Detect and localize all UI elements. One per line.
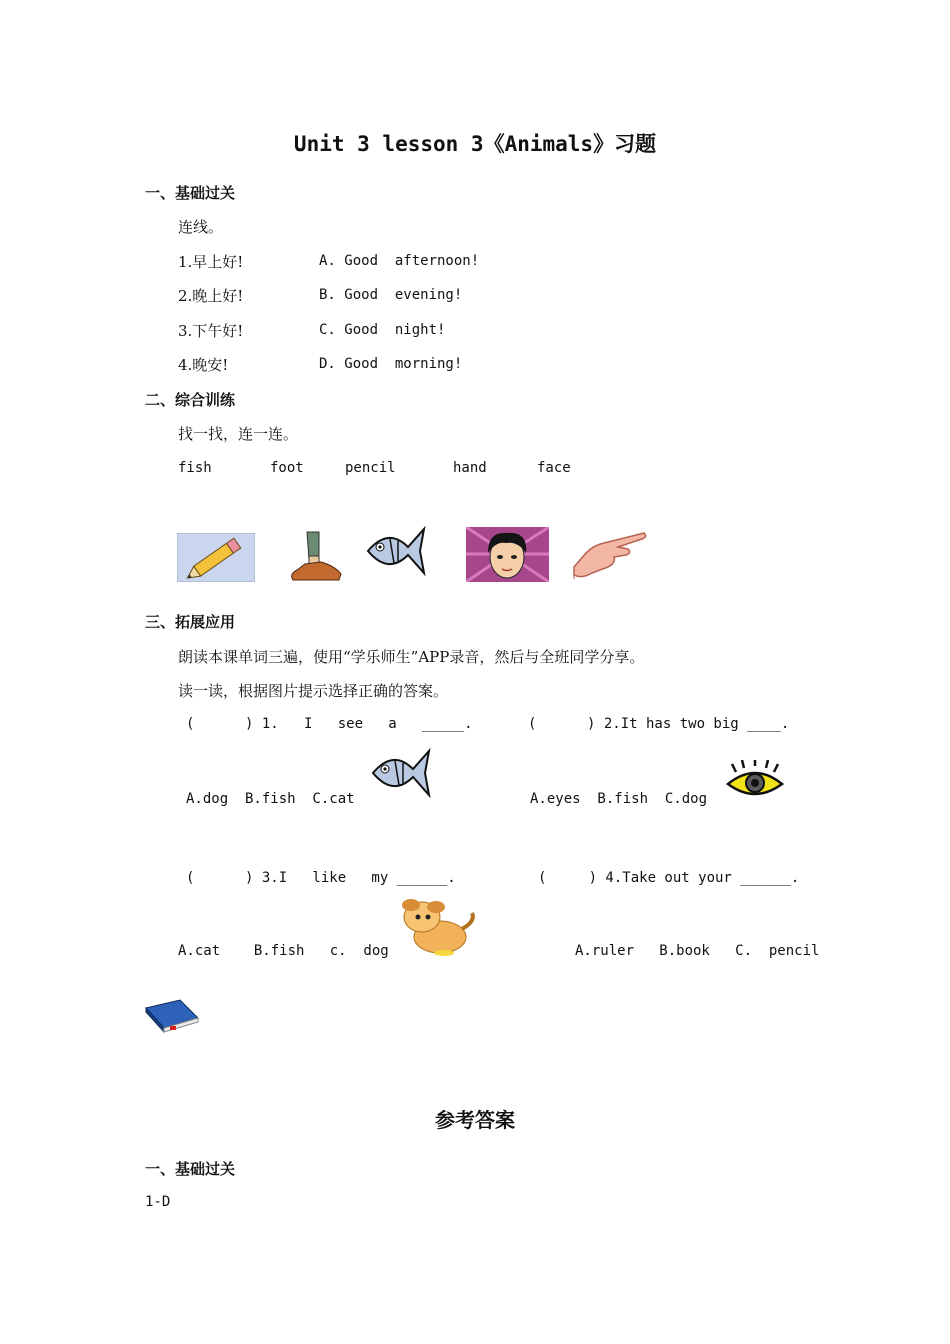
- question-1-stem: ( ) 1. I see a _____.: [186, 716, 473, 732]
- answers-title: 参考答案: [435, 1108, 515, 1132]
- section2-heading: 二、综合训练: [145, 391, 236, 409]
- question-3-stem: ( ) 3.I like my ______.: [186, 870, 456, 886]
- face-picture: [466, 527, 549, 582]
- section3-line2: 读一读，根据图片提示选择正确的答案。: [178, 682, 449, 700]
- page-title: Unit 3 lesson 3《Animals》习题: [293, 132, 657, 156]
- question-3-options: A.cat B.fish c. dog: [178, 943, 389, 959]
- word-fish: fish: [178, 460, 212, 476]
- dog-hint-picture: [398, 895, 478, 957]
- question-2-stem: ( ) 2.It has two big ____.: [528, 716, 790, 732]
- fish-picture: [364, 523, 426, 579]
- match-right-4: D. Good morning!: [319, 356, 463, 372]
- word-pencil: pencil: [345, 460, 396, 476]
- section1-instruction: 连线。: [178, 218, 224, 236]
- match-left-3: 3.下午好!: [178, 322, 244, 340]
- question-4-options: A.ruler B.book C. pencil: [575, 943, 820, 959]
- section3-heading: 三、拓展应用: [145, 613, 236, 631]
- match-right-3: C. Good night!: [319, 322, 446, 338]
- fish-hint-picture: [368, 745, 432, 801]
- question-2-options: A.eyes B.fish C.dog: [530, 791, 708, 807]
- answers-section1-heading: 一、基础过关: [145, 1160, 236, 1178]
- question-1-options: A.dog B.fish C.cat: [186, 791, 355, 807]
- match-right-2: B. Good evening!: [319, 287, 463, 303]
- hand-picture: [572, 527, 648, 581]
- section2-instruction: 找一找，连一连。: [178, 425, 299, 443]
- book-hint-picture: [144, 998, 200, 1034]
- match-left-2: 2.晚上好!: [178, 287, 244, 305]
- section3-line1: 朗读本课单词三遍，使用“学乐师生”APP录音，然后与全班同学分享。: [178, 648, 645, 666]
- match-left-1: 1.早上好!: [178, 253, 244, 271]
- word-foot: foot: [270, 460, 304, 476]
- question-4-stem: ( ) 4.Take out your ______.: [538, 870, 800, 886]
- word-hand: hand: [453, 460, 487, 476]
- match-right-1: A. Good afternoon!: [319, 253, 480, 269]
- section1-heading: 一、基础过关: [145, 184, 236, 202]
- foot-picture: [287, 530, 345, 582]
- eye-hint-picture: [726, 760, 784, 804]
- pencil-picture: [177, 533, 255, 582]
- word-face: face: [537, 460, 571, 476]
- answer-1: 1-D: [145, 1194, 171, 1210]
- match-left-4: 4.晚安!: [178, 356, 229, 374]
